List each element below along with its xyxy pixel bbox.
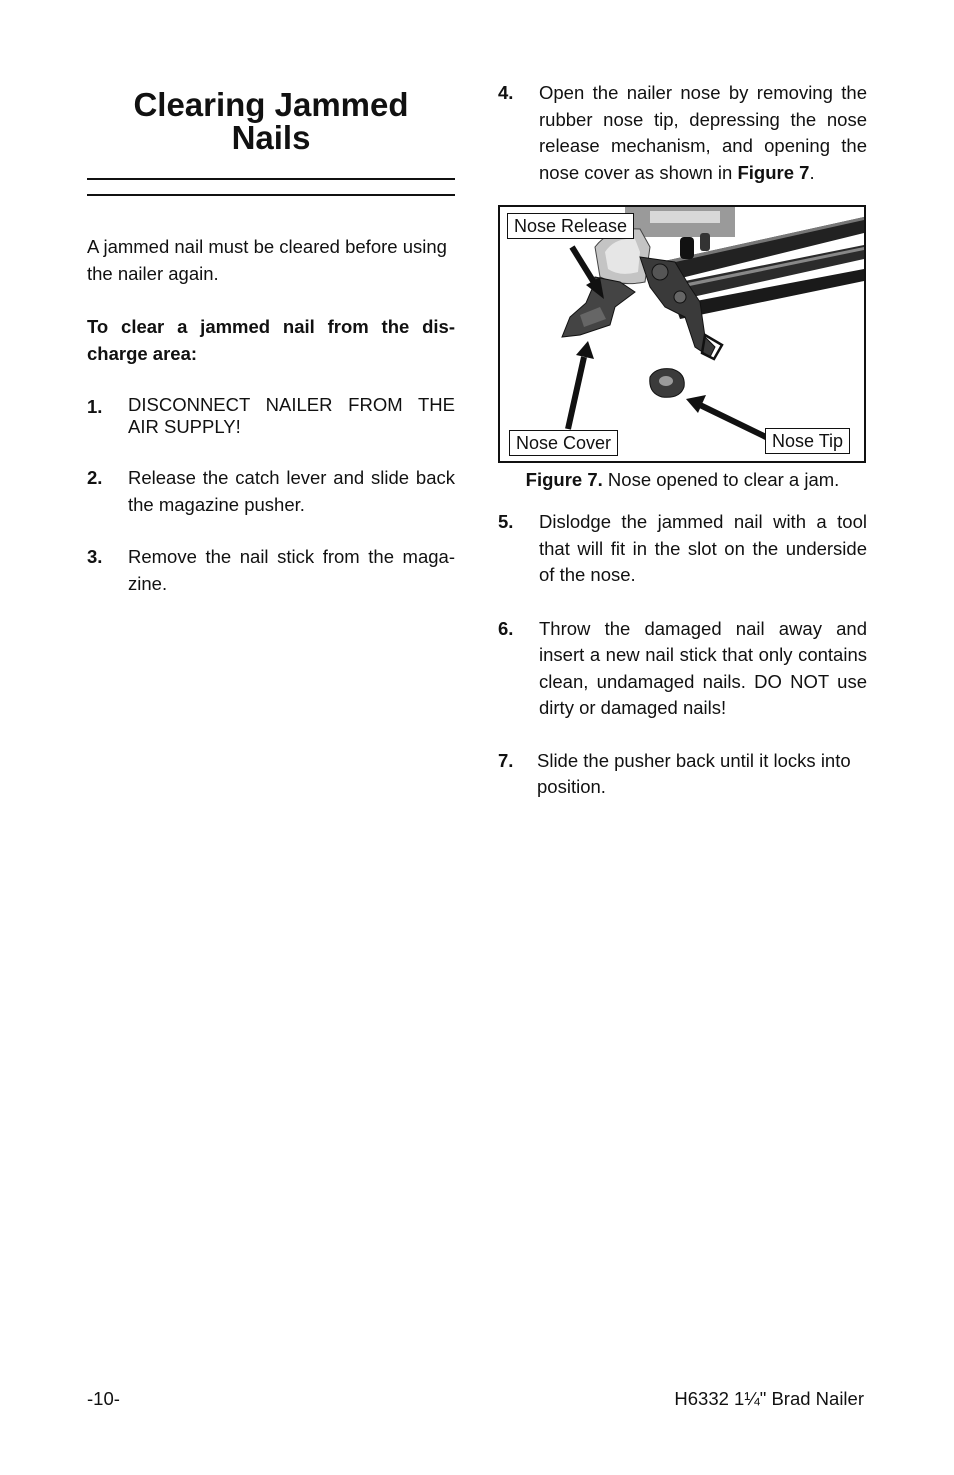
title-line-2: Nails <box>231 119 311 156</box>
step-number: 6. <box>498 617 514 639</box>
nailer-nose-illustration <box>500 207 864 461</box>
figure-reference: Figure 7 <box>737 161 810 183</box>
callout-nose-tip: Nose Tip <box>765 428 850 454</box>
step-7 <box>498 748 867 801</box>
step-text: Release the catch lever and slide back the magazine pusher. <box>128 467 455 515</box>
page-title <box>87 88 455 154</box>
step-number: 5. <box>498 511 514 532</box>
step-number: 2. <box>87 467 103 488</box>
figure-7 <box>498 205 866 463</box>
step-4 <box>498 80 867 186</box>
step-6 <box>498 616 867 722</box>
step-text <box>539 80 867 186</box>
figure-caption-label: Figure 7. <box>525 469 603 490</box>
step-text: Remove the nail stick from the maga-zine. <box>128 546 455 594</box>
title-rule-bottom <box>87 194 455 196</box>
callout-nose-release: Nose Release <box>507 213 634 239</box>
step-3 <box>87 544 455 597</box>
step-2 <box>87 465 455 518</box>
step-1 <box>87 394 455 438</box>
page-number: -10- <box>87 1388 120 1409</box>
step-number: 4. <box>498 82 514 103</box>
callout-nose-cover: Nose Cover <box>509 430 618 456</box>
intro-paragraph: A jammed nail must be cleared before using the nailer again. <box>87 236 447 284</box>
step-number: 1. <box>87 396 103 417</box>
figure-caption <box>498 467 867 493</box>
step-text: DISCONNECT NAILER FROM THE AIR SUPPLY! <box>128 394 455 437</box>
title-line-1: Clearing Jammed <box>133 86 409 123</box>
step-text: Dislodge the jammed nail with a tool that will fit in the slot on the underside of the nose. <box>539 511 867 585</box>
right-column <box>498 80 867 801</box>
step-number: 7. <box>498 749 514 771</box>
step-text: Throw the damaged nail away and insert a new nail stick that only contains clean, undamaged nails. DO NOT use dirty or damaged nails! <box>539 617 867 718</box>
step-5 <box>498 509 867 589</box>
title-rule-top <box>87 178 455 180</box>
instructions-heading: To clear a jammed nail from the dis-charge area: <box>87 316 455 364</box>
step-text-part: Open the nailer nose by removing the rubber nose tip, depressing the nose release mechanism, and opening the nose cover as shown in <box>539 82 867 183</box>
step-text: Slide the pusher back until it locks into position. <box>537 749 851 797</box>
figure-caption-text: Nose opened to clear a jam. <box>602 469 840 490</box>
left-column <box>87 80 455 597</box>
step-text-end: . <box>809 161 815 183</box>
step-number: 3. <box>87 546 103 567</box>
product-model: H6332 1¼" Brad Nailer <box>674 1388 864 1409</box>
